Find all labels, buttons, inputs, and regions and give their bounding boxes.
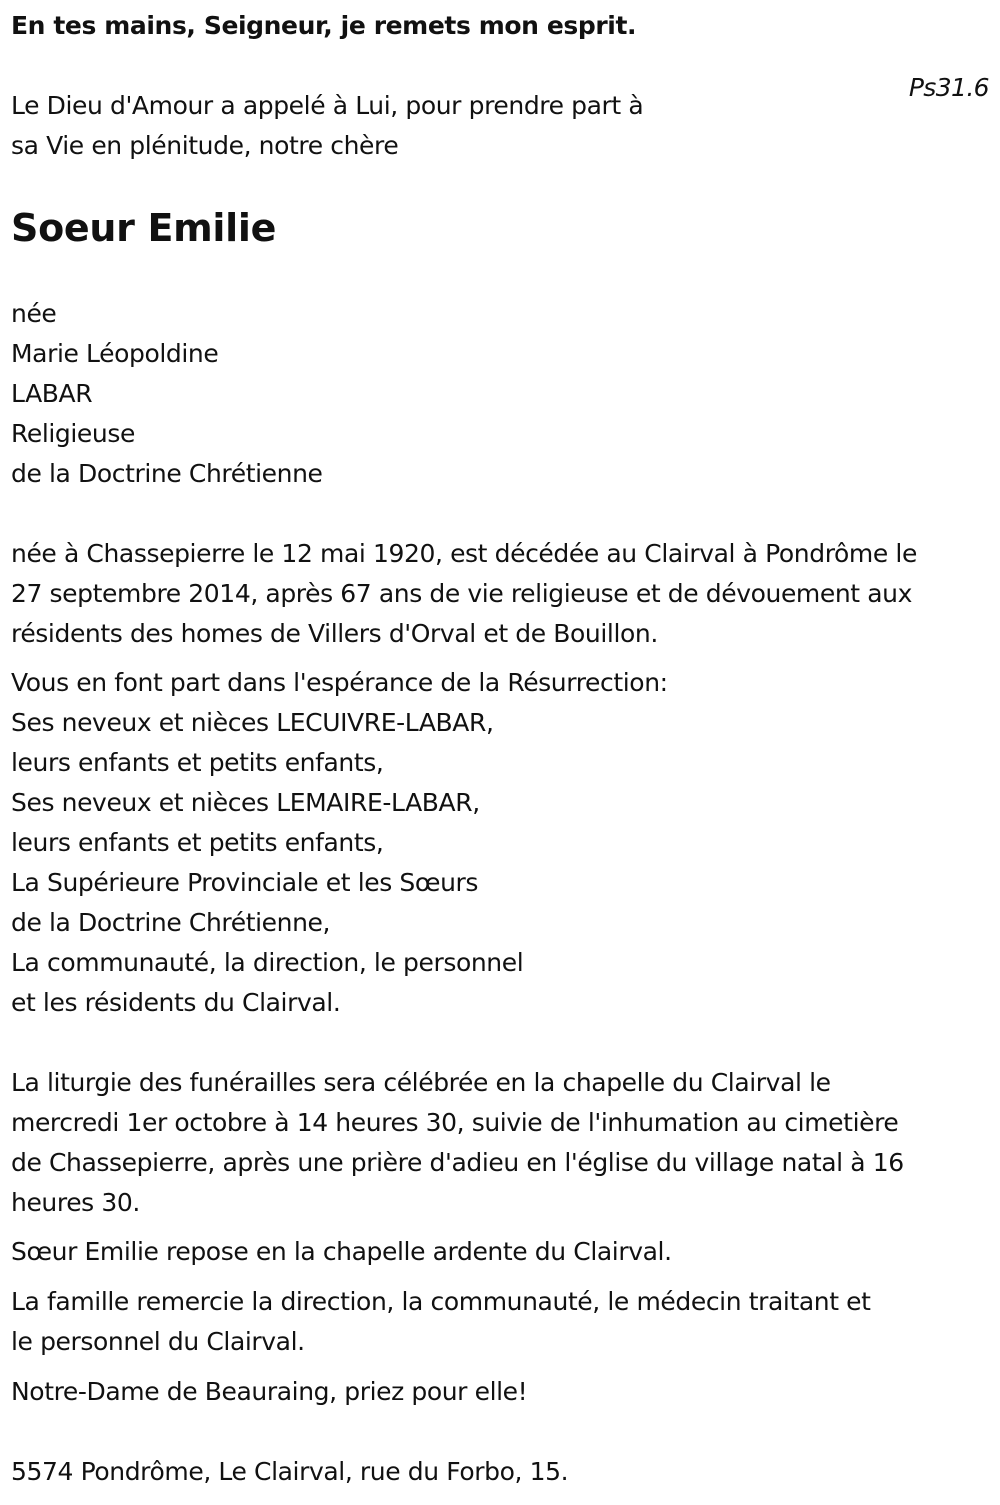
repose-paragraph xyxy=(11,1232,672,1272)
birth-line: Religieuse xyxy=(11,419,135,448)
thanks-line: La famille remercie la direction, la communauté, le médecin traitant et xyxy=(11,1287,871,1316)
announcer-line: leurs enfants et petits enfants, xyxy=(11,828,384,857)
repose-line: Sœur Emilie repose en la chapelle ardente du Clairval. xyxy=(11,1237,672,1266)
birth-line: née xyxy=(11,299,57,328)
birth-line: de la Doctrine Chrétienne xyxy=(11,459,323,488)
liturgy-line: mercredi 1er octobre à 14 heures 30, suivie de l'inhumation au cimetière xyxy=(11,1108,899,1137)
announcer-line: Vous en font part dans l'espérance de la Résurrection: xyxy=(11,668,668,697)
details-line: 27 septembre 2014, après 67 ans de vie religieuse et de dévouement aux xyxy=(11,579,913,608)
liturgy-line: heures 30. xyxy=(11,1188,140,1217)
details-paragraph xyxy=(11,534,917,654)
verse-reference: Ps31.6 xyxy=(908,73,989,102)
announcer-line: et les résidents du Clairval. xyxy=(11,988,341,1017)
prayer-paragraph xyxy=(11,1372,527,1412)
thanks-line: le personnel du Clairval. xyxy=(11,1327,305,1356)
details-line: résidents des homes de Villers d'Orval et de Bouillon. xyxy=(11,619,658,648)
announcers-paragraph xyxy=(11,663,668,1023)
address-paragraph xyxy=(11,1452,568,1492)
details-line: née à Chassepierre le 12 mai 1920, est décédée au Clairval à Pondrôme le xyxy=(11,539,917,568)
address-line: 5574 Pondrôme, Le Clairval, rue du Forbo, 15. xyxy=(11,1457,569,1486)
thanks-paragraph xyxy=(11,1282,871,1362)
liturgy-line: La liturgie des funérailles sera célébrée en la chapelle du Clairval le xyxy=(11,1068,831,1097)
liturgy-paragraph xyxy=(11,1063,904,1223)
intro-line: sa Vie en plénitude, notre chère xyxy=(11,131,399,160)
birth-line: Marie Léopoldine xyxy=(11,339,219,368)
birth-block xyxy=(11,294,323,494)
birth-line: LABAR xyxy=(11,379,93,408)
announcer-line: de la Doctrine Chrétienne, xyxy=(11,908,331,937)
announcer-line: Ses neveux et nièces LEMAIRE-LABAR, xyxy=(11,788,480,817)
liturgy-line: de Chassepierre, après une prière d'adieu en l'église du village natal à 16 xyxy=(11,1148,904,1177)
prayer-line: Notre-Dame de Beauraing, priez pour elle! xyxy=(11,1377,528,1406)
announcer-line: La Supérieure Provinciale et les Sœurs xyxy=(11,868,479,897)
announcer-line: La communauté, la direction, le personnel xyxy=(11,948,524,977)
announcer-line: Ses neveux et nièces LECUIVRE-LABAR, xyxy=(11,708,494,737)
announcer-line: leurs enfants et petits enfants, xyxy=(11,748,384,777)
header-verse: En tes mains, Seigneur, je remets mon esprit. xyxy=(11,11,637,40)
intro-paragraph xyxy=(11,86,643,166)
deceased-name: Soeur Emilie xyxy=(11,206,277,250)
intro-line: Le Dieu d'Amour a appelé à Lui, pour prendre part à xyxy=(11,91,644,120)
